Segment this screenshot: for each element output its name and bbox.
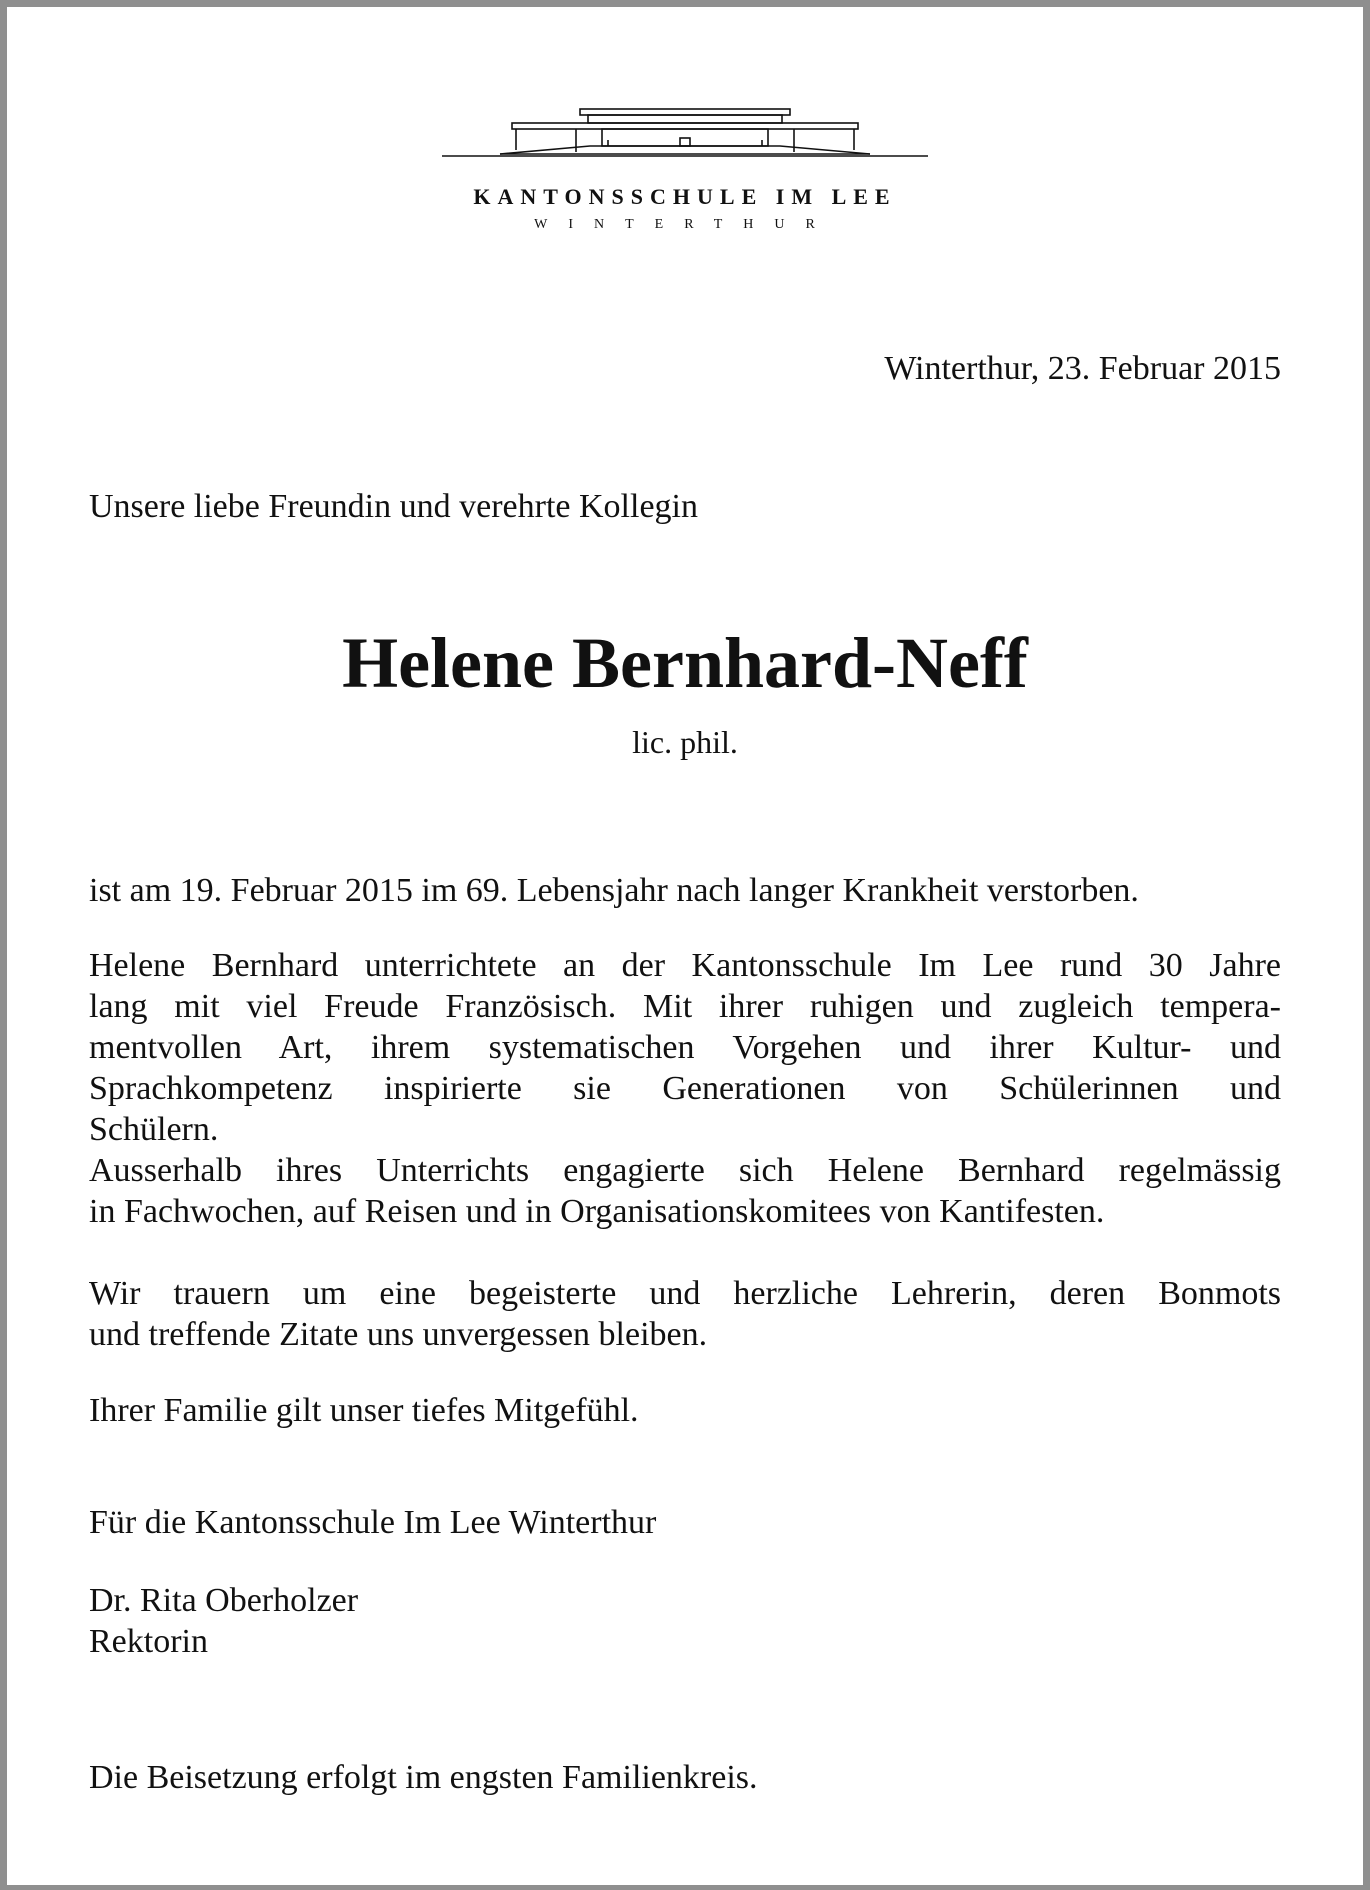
condolence-line: Ihrer Familie gilt unser tiefes Mitgefühl. xyxy=(89,1392,639,1429)
signature-title: Rektorin xyxy=(89,1623,208,1660)
biography-line: in Fachwochen, auf Reisen und in Organisationskomitees von Kantifesten. xyxy=(89,1193,1105,1230)
biography-line: Helene Bernhard unterrichtete an der Kantonsschule Im Lee rund 30 Jahre xyxy=(89,947,1281,984)
biography-line: Schülern. xyxy=(89,1111,219,1148)
biography-line: Sprachkompetenz inspirierte sie Generationen von Schülerinnen und xyxy=(89,1070,1281,1107)
biography-paragraph xyxy=(89,945,1281,1232)
signature-institution: Für die Kantonsschule Im Lee Winterthur xyxy=(89,1504,657,1541)
biography-line: mentvollen Art, ihrem systematischen Vorgehen und ihrer Kultur- und xyxy=(89,1029,1281,1066)
school-logo xyxy=(440,100,930,250)
biography-line: Ausserhalb ihres Unterrichts engagierte sich Helene Bernhard regelmässig xyxy=(89,1152,1281,1189)
funeral-note: Die Beisetzung erfolgt im engsten Familienkreis. xyxy=(89,1759,758,1796)
death-announcement: ist am 19. Februar 2015 im 69. Lebensjahr nach langer Krankheit verstorben. xyxy=(89,872,1139,909)
intro-line: Unsere liebe Freundin und verehrte Kollegin xyxy=(89,488,698,525)
school-city: WINTERTHUR xyxy=(534,217,836,232)
school-name: KANTONSSCHULE IM LEE xyxy=(473,184,897,209)
mourning-paragraph xyxy=(89,1273,1281,1355)
date-line: Winterthur, 23. Februar 2015 xyxy=(884,350,1281,387)
mourning-line: Wir trauern um eine begeisterte und herzliche Lehrerin, deren Bonmots xyxy=(89,1275,1281,1312)
deceased-degree: lic. phil. xyxy=(632,724,738,760)
deceased-name: Helene Bernhard-Neff xyxy=(342,623,1028,703)
signature-name: Dr. Rita Oberholzer xyxy=(89,1582,359,1619)
school-building-icon xyxy=(440,100,930,170)
mourning-line: und treffende Zitate uns unvergessen bleiben. xyxy=(89,1316,708,1353)
biography-line: lang mit viel Freude Französisch. Mit ihrer ruhigen und zugleich tempera- xyxy=(89,988,1281,1025)
